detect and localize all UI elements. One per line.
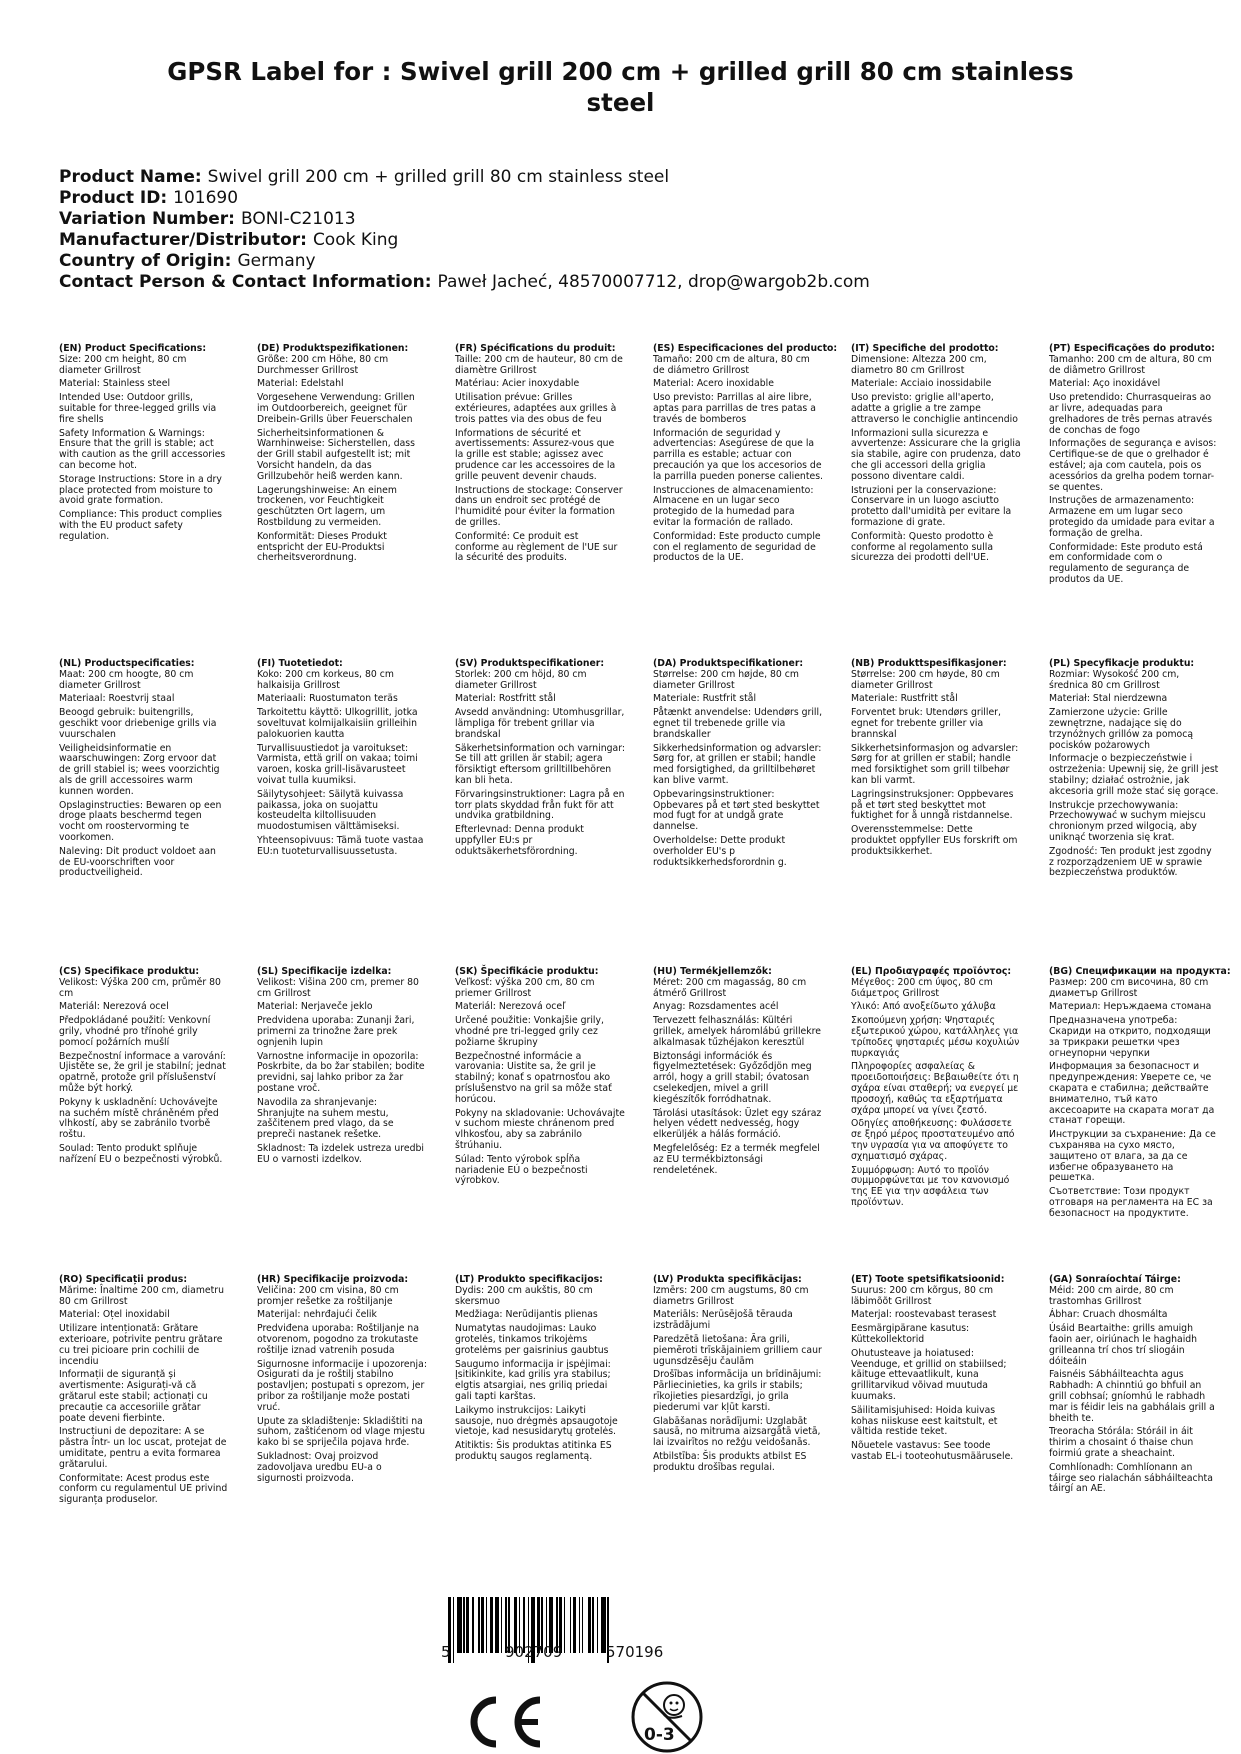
- language-item: Varnostne informacije in opozorila: Poskrbite, da bo žar stabilen; bodite previdni, saj lahko pribor za žar postane vroč.: [257, 1050, 425, 1094]
- language-item: Materijal: nehrđajući čelik: [257, 1309, 377, 1321]
- language-item: Säilitamisjuhised: Hoida kuivas kohas niiskuse eest kaitstult, et vältida restide teket.: [851, 1404, 998, 1438]
- info-label: Country of Origin:: [59, 251, 232, 271]
- language-block: [851, 344, 1021, 564]
- language-item: Tamaño: 200 cm de altura, 80 cm de diámetro Grillrost: [653, 353, 810, 376]
- language-heading: (CS) Specifikace produktu:: [59, 966, 200, 977]
- language-item: Compliance: This product complies with the EU product safety regulation.: [59, 509, 222, 542]
- language-item: Súlad: Tento výrobok spĺňa nariadenie EÚ o bezpečnosti výrobkov.: [455, 1153, 588, 1187]
- language-item: Atitiktis: Šis produktas atitinka ES produktų saugos reglamentą.: [455, 1440, 612, 1462]
- barcode-bar: [601, 1597, 606, 1653]
- language-item: Pokyny k uskladnění: Uchovávejte na suchém místě chráněném před vlhkostí, aby se zabránilo tvorbě roštu.: [59, 1096, 219, 1141]
- language-item: Faisnéis Sábháilteachta agus Rabhadh: A chinntiú go bhfuil an grill cobhsaí; gníomhú le rabhadh mar is féidir leis na gabhálais grill a bheith te.: [1049, 1369, 1215, 1424]
- language-block: [257, 967, 427, 1166]
- language-item: Určené použitie: Vonkajšie grily, vhodné pre tri-legged grily cez požiarne škrupiny: [455, 1015, 604, 1048]
- language-item: Soulad: Tento produkt splňuje nařízení EU o bezpečnosti výrobků.: [59, 1142, 223, 1165]
- language-item: Pokyny na skladovanie: Uchovávajte v suchom mieste chránenom pred vlhkosťou, aby sa zabránilo štrúhaniu.: [455, 1107, 625, 1151]
- barcode-bar: [501, 1597, 503, 1653]
- language-item: Material: Nerjaveče jeklo: [257, 1001, 373, 1013]
- language-block: [59, 967, 229, 1166]
- language-heading: (SK) Špecifikácie produktu:: [455, 966, 599, 977]
- language-block: [455, 1275, 625, 1463]
- language-item: Informações de segurança e avisos: Certifique-se de que o grelhador é estável; aja com cautela, pois os acessórios da grelha podem tornar-se quentes.: [1049, 438, 1217, 493]
- language-item: Megfelelőség: Ez a termék megfelel az EU termékbiztonsági rendeletének.: [653, 1142, 820, 1176]
- language-item: Sicherheitsinformationen & Warnhinweise: Sicherstellen, dass der Grill stabil aufgestellt ist; mit Vorsicht handeln, da das Grillzubehör heiß werden kann.: [257, 427, 415, 482]
- language-item: Størrelse: 200 cm høyde, 80 cm diameter Grillrost: [851, 668, 1000, 691]
- language-item: Tervezett felhasználás: Kültéri grillek, amelyek háromlábú grillekre alkalmasak tűzhéjakon keresztül: [653, 1015, 821, 1048]
- language-item: Materiaal: Roestvrij staal: [59, 693, 175, 705]
- language-block: [653, 967, 823, 1176]
- info-label: Contact Person & Contact Information:: [59, 272, 432, 292]
- language-block: [653, 1275, 823, 1474]
- language-item: Nõuetele vastavus: See toode vastab EL-i tooteohutusmäärusele.: [851, 1440, 1014, 1462]
- language-heading: (ET) Toote spetsifikatsioonid:: [851, 1274, 1005, 1285]
- language-item: Materiāls: Nerūsējošā tērauda izstrādājumi: [653, 1309, 793, 1332]
- age-warning-text: 0-3: [644, 1725, 675, 1745]
- language-block: [59, 1275, 229, 1506]
- language-item: Velikost: Višina 200 cm, premer 80 cm Grillrost: [257, 976, 419, 999]
- language-item: Material: Aço inoxidável: [1049, 378, 1161, 390]
- language-block: [1049, 344, 1219, 586]
- barcode-bar: [597, 1597, 599, 1653]
- language-item: Eesmärgipärane kasutus: Küttekollektorid: [851, 1323, 970, 1345]
- language-item: Ábhar: Cruach dhosmálta: [1049, 1309, 1168, 1321]
- language-item: Съответствие: Този продукт отговаря на регламента на ЕС за безопасност на продуктите.: [1049, 1186, 1213, 1219]
- language-item: Velikost: Výška 200 cm, průměr 80 cm: [59, 976, 221, 999]
- ce-mark-icon: [456, 1692, 546, 1752]
- language-item: Předpokládané použití: Venkovní grily, vhodné pro třínohé grily pomocí požárních mušlí: [59, 1015, 211, 1048]
- barcode-bar: [472, 1597, 474, 1653]
- language-block: [653, 343, 838, 564]
- language-item: Safety Information & Warnings: Ensure that the grill is stable; act with caution as the grill accessories can become hot.: [59, 427, 226, 471]
- language-item: Méid: 200 cm airde, 80 cm trastomhas Grillrost: [1049, 1284, 1174, 1307]
- barcode-bar: [453, 1597, 455, 1663]
- language-item: Veiligheidsinformatie en waarschuwingen: Zorg ervoor dat de grill stabiel is; wees voorzichtig als de grill accessoires warm kunnen worden.: [59, 742, 220, 797]
- language-item: Tarkoitettu käyttö: Ulkogrillit, jotka soveltuvat kolmijalkaisiin grilleihin palokuorien kautta: [257, 707, 418, 740]
- language-item: Material: Stainless steel: [59, 378, 171, 390]
- barcode-bar: [592, 1597, 594, 1653]
- language-item: Drošības informācija un brīdinājumi: Pārliecinieties, ka grils ir stabils; rīkojieties piesardzīgi, jo grila piederumi var kļūt karsti.: [653, 1369, 822, 1413]
- language-item: Material: Edelstahl: [257, 378, 344, 390]
- language-item: Предназначена употреба: Скариди на открито, подходящи за трикраки решетки чрез огнеупорни черупки: [1049, 1015, 1211, 1059]
- language-item: Overensstemmelse: Dette produktet oppfyller EUs forskrift om produktsikkerhet.: [851, 824, 1018, 857]
- language-item: Numatytas naudojimas: Lauko grotelės, tinkamos trikojėms grotelėms per gaisrinius gaubtus: [455, 1323, 609, 1356]
- language-item: Material: Rostfritt stål: [455, 693, 556, 705]
- language-item: Instrukcje przechowywania: Przechowywać w suchym miejscu chronionym przed wilgocią, aby uniknąć tworzenia się krat.: [1049, 799, 1206, 843]
- language-item: Zamierzone użycie: Grille zewnętrzne, nadające się do trzynóżnych grillów za pomocą pocisków pożarowych: [1049, 707, 1194, 751]
- language-item: Säkerhetsinformation och varningar: Se till att grillen är stabil; agera försiktigt eftersom grilltillbehören kan bli heta.: [455, 742, 626, 786]
- language-item: Informazioni sulla sicurezza e avvertenze: Assicurare che la griglia sia stabile, agire con prudenza, dato che gli accessori della griglia possono diventare caldi.: [851, 427, 1021, 482]
- language-item: Size: 200 cm height, 80 cm diameter Grillrost: [59, 353, 187, 376]
- language-item: Materiál: Nerezová ocel: [59, 1001, 169, 1013]
- language-item: Koko: 200 cm korkeus, 80 cm halkaisija Grillrost: [257, 668, 394, 691]
- barcode-bar: [579, 1597, 581, 1653]
- language-item: Μέγεθος: 200 cm ύψος, 80 cm διάμετρος Grillrost: [851, 976, 993, 999]
- language-item: Overholdelse: Dette produkt overholder EU's p roduktsikkerhedsforordnin g.: [653, 834, 787, 868]
- language-item: Conformidade: Este produto está em conformidade com o regulamento de segurança de produtos da UE.: [1049, 541, 1203, 585]
- language-heading: (HR) Specifikacije proizvoda:: [257, 1274, 409, 1285]
- info-label: Manufacturer/Distributor:: [59, 230, 307, 250]
- language-item: Dydis: 200 cm aukštis, 80 cm skersmuo: [455, 1284, 593, 1307]
- language-heading: (SV) Produktspecifikationer:: [455, 658, 605, 669]
- language-item: Material: Acero inoxidable: [653, 378, 774, 390]
- language-item: Sikkerhedsinformation og advarsler: Sørg for, at grillen er stabil; handle med forsigtighed, da grilltilbehøret kan blive varmt.: [653, 742, 822, 786]
- language-item: Maat: 200 cm hoogte, 80 cm diameter Grillrost: [59, 668, 194, 691]
- language-item: Treoracha Stórála: Stóráil in áit thirim a chosaint ó thaise chun foirmiú grate a sheachaint.: [1049, 1426, 1194, 1459]
- barcode-bar: [588, 1597, 591, 1653]
- language-item: Izmērs: 200 cm augstums, 80 cm diametrs Grillrost: [653, 1284, 809, 1307]
- language-block: [257, 659, 427, 858]
- language-block: [455, 344, 625, 564]
- language-item: Laikymo instrukcijos: Laikyti sausoje, nuo drėgmės apsaugotoje vietoje, kad nesusidarytų grotelės.: [455, 1404, 618, 1438]
- barcode-bar: [570, 1597, 572, 1653]
- language-item: Intended Use: Outdoor grills, suitable for three-legged grills via fire shells: [59, 392, 217, 425]
- language-item: Navodila za shranjevanje: Shranjujte na suhem mestu, zaščitenem pred vlago, da se prepreči nastanek rešetke.: [257, 1096, 394, 1141]
- info-value: Paweł Jacheć, 48570007712, drop@wargob2b.com: [437, 272, 870, 292]
- language-item: Instructions de stockage: Conserver dans un endroit sec protégé de l'humidité pour éviter la formation de grilles.: [455, 484, 623, 528]
- language-heading: (HU) Termékjellemzők:: [653, 966, 772, 977]
- language-heading: (EN) Product Specifications:: [59, 343, 207, 354]
- info-value: BONI-C21013: [240, 209, 356, 229]
- info-value: Cook King: [312, 230, 399, 250]
- language-item: Conformità: Questo prodotto è conforme al regolamento sulla sicurezza dei prodotti dell'UE.: [851, 530, 994, 564]
- language-item: Размер: 200 cm височина, 80 cm диаметър Grillrost: [1049, 976, 1209, 999]
- language-block: [257, 1275, 427, 1484]
- language-item: Συμμόρφωση: Αυτό το προϊόν συμμορφώνεται με τον κανονισμό της ΕΕ για την ασφάλεια των προϊόντων.: [851, 1164, 1010, 1208]
- barcode-digit-group-1: 5: [441, 1643, 451, 1661]
- language-heading: (ES) Especificaciones del producto:: [653, 343, 838, 354]
- language-heading: (EL) Προδιαγραφές προϊόντος:: [851, 966, 1012, 977]
- barcode-bar: [486, 1597, 488, 1653]
- not-for-children-0-3-icon: [630, 1680, 704, 1754]
- language-item: Naleving: Dit product voldoet aan de EU-voorschriften voor productveiligheid.: [59, 845, 216, 879]
- language-item: Anyag: Rozsdamentes acél: [653, 1001, 779, 1013]
- language-item: Veličina: 200 cm visina, 80 cm promjer rešetke za roštiljanje: [257, 1284, 399, 1307]
- language-item: Πληροφορίες ασφαλείας & προειδοποιήσεις: Βεβαιωθείτε ότι η σχάρα είναι σταθερή; να ενεργεί με προσοχή, καθώς τα εξαρτήματα σχάρα μπορεί να γίνει ζεστό.: [851, 1061, 1019, 1116]
- language-item: Materiaali: Ruostumaton teräs: [257, 693, 398, 705]
- language-item: Matériau: Acier inoxydable: [455, 378, 580, 390]
- language-item: Bezpečnostní informace a varování: Ujistěte se, že gril je stabilní; jednat opatrně, protože gril příslušenství může být horký.: [59, 1050, 226, 1094]
- barcode-bar: [495, 1597, 500, 1653]
- language-item: Bezpečnostné informácie a varovania: Uistite sa, že gril je stabilný; konať s opatrnosťou ako príslušenstvo na gril sa môže stať horúcou.: [455, 1050, 612, 1105]
- language-item: Informations de sécurité et avertissements: Assurez-vous que la grille est stable; agissez avec prudence car les accessoires de la grille peuvent devenir chauds.: [455, 427, 616, 482]
- language-item: Forventet bruk: Utendørs griller, egnet for trebente griller via brannskal: [851, 707, 1001, 740]
- language-item: Tárolási utasítások: Üzlet egy száraz helyen védett nedvesség, hogy elkerüljék a hálás formáció.: [653, 1107, 822, 1141]
- language-heading: (BG) Спецификации на продукта:: [1049, 966, 1231, 977]
- language-item: Påtænkt anvendelse: Udendørs grill, egnet til trebenede grille via brandskaller: [653, 707, 823, 740]
- language-item: Efterlevnad: Denna produkt uppfyller EU:s pr oduktsäkerhetsförordning.: [455, 824, 584, 857]
- language-item: Zgodność: Ten produkt jest zgodny z rozporządzeniem UE w sprawie bezpieczeństwa produktów.: [1049, 845, 1212, 879]
- language-item: Utilisation prévue: Grilles extérieures, adaptées aux grilles à trois pattes via des obus de feu: [455, 392, 617, 425]
- language-item: Instrucciones de almacenamiento: Almacene en un lugar seco protegido de la humedad para evitar la formación de rallado.: [653, 484, 814, 528]
- language-item: Medžiaga: Nerūdijantis plienas: [455, 1309, 598, 1321]
- language-item: Materiał: Stal nierdzewna: [1049, 693, 1168, 705]
- language-item: Glabāšanas norādījumi: Uzglabāt sausā, no mitruma aizsargātā vietā, lai izvairītos no režģu veidošanās.: [653, 1415, 821, 1449]
- language-heading: (SL) Specifikacije izdelka:: [257, 966, 392, 977]
- language-item: Lagerungshinweise: An einem trockenen, vor Feuchtigkeit geschützten Ort lagern, um Rostbildung zu vermeiden.: [257, 484, 397, 528]
- language-item: Upute za skladištenje: Skladištiti na suhom, zaštićenom od vlage mjestu kako bi se spriječila pojava hrđe.: [257, 1415, 425, 1449]
- info-row: [59, 272, 1189, 293]
- language-item: Saugumo informacija ir įspėjimai: Įsitikinkite, kad grilis yra stabilus; elgtis atsargiai, nes griliq priedai gali tapti karštas.: [455, 1358, 611, 1402]
- language-item: Информация за безопасност и предупреждения: Уверете се, че скарата е стабилна; действайте внимателно, тъй като аксесоарите на скарата могат да станат горещи.: [1049, 1061, 1215, 1127]
- language-heading: (FR) Spécifications du produit:: [455, 343, 616, 354]
- language-block: [851, 659, 1021, 858]
- language-heading: (LT) Produkto specifikacijos:: [455, 1274, 603, 1285]
- barcode-bar: [582, 1597, 584, 1653]
- language-item: Größe: 200 cm Höhe, 80 cm Durchmesser Grillrost: [257, 353, 389, 376]
- language-item: Información de seguridad y advertencias: Asegúrese de que la parrilla es estable; actuar con precaución ya que los accesorios de la parrilla pueden ponerse calientes.: [653, 427, 823, 482]
- language-item: Instruções de armazenamento: Armazene em um lugar seco protegido da umidade para evitar a formação de grelha.: [1049, 495, 1215, 539]
- language-heading: (LV) Produkta specifikācijas:: [653, 1274, 802, 1285]
- language-heading: (NB) Produkttspesifikasjoner:: [851, 658, 1007, 669]
- language-item: Storlek: 200 cm höjd, 80 cm diameter Grillrost: [455, 668, 587, 691]
- language-heading: (GA) Sonraíochtaí Táirge:: [1049, 1274, 1181, 1285]
- language-item: Beoogd gebruik: buitengrills, geschikt voor driebenige grills via vuurschalen: [59, 707, 217, 740]
- language-item: Informații de siguranță și avertismente: Asigurați-vă că grătarul este stabil; acționați cu precauție ca accesoriile grătar poate deveni fierbinte.: [59, 1369, 208, 1424]
- language-heading: (DA) Produktspecifikationer:: [653, 658, 804, 669]
- language-item: Materiál: Nerezová oceľ: [455, 1001, 566, 1013]
- language-item: Tamanho: 200 cm de altura, 80 cm de diâmetro Grillrost: [1049, 353, 1212, 376]
- language-item: Vorgesehene Verwendung: Grillen im Outdoorbereich, geeignet für Dreibein-Grills über Feuerschalen: [257, 392, 415, 425]
- language-block: [653, 659, 823, 868]
- barcode-bar: [466, 1597, 469, 1653]
- language-item: Uso previsto: griglie all'aperto, adatte a griglie a tre zampe attraverso le conchiglie antincendio: [851, 392, 1018, 425]
- language-block: [1049, 659, 1219, 879]
- info-label: Product ID:: [59, 188, 168, 208]
- language-item: Yhteensopivuus: Tämä tuote vastaa EU:n tuoteturvallisuussetusta.: [257, 834, 424, 857]
- language-item: Utilizare intenționată: Grătare exterioare, potrivite pentru grătare cu trei picioare prin cochilii de incendiu: [59, 1323, 223, 1367]
- language-heading: (PL) Specyfikacje produktu:: [1049, 658, 1195, 669]
- language-item: Mărime: Înaltime 200 cm, diametru 80 cm Grillrost: [59, 1284, 224, 1307]
- language-item: Skladnost: Ta izdelek ustreza uredbi EU o varnosti izdelkov.: [257, 1142, 425, 1165]
- barcode-digit-group-2: 902709: [505, 1643, 563, 1661]
- language-item: Materiale: Rustfritt stål: [851, 693, 958, 705]
- language-item: Avsedd användning: Utomhusgrillar, lämpliga för trebent grillar via brandskal: [455, 707, 625, 740]
- language-item: Comhlíonadh: Comhlíonann an táirge seo rialachán sábháilteachta táirgí an AE.: [1049, 1461, 1213, 1495]
- language-item: Konformität: Dieses Produkt entspricht der EU-Produktsi cherheitsverordnung.: [257, 530, 387, 564]
- language-block: [851, 1275, 1021, 1463]
- barcode-bar: [478, 1597, 480, 1653]
- info-value: 101690: [173, 188, 239, 208]
- language-block: [455, 659, 625, 858]
- info-row: [59, 188, 1189, 209]
- language-item: Conformidad: Este producto cumple con el reglamento de seguridad de productos de la UE.: [653, 530, 821, 564]
- info-row: [59, 230, 1189, 251]
- language-block: [59, 659, 229, 879]
- language-item: Størrelse: 200 cm højde, 80 cm diameter Grillrost: [653, 668, 799, 691]
- language-item: Veľkosť: výška 200 cm, 80 cm priemer Grillrost: [455, 976, 595, 999]
- info-value: Germany: [237, 251, 316, 271]
- product-info: [59, 167, 1189, 293]
- language-item: Storage Instructions: Store in a dry place protected from moisture to avoid grate formation.: [59, 473, 222, 507]
- language-block: [851, 967, 1021, 1209]
- barcode-bar: [463, 1597, 465, 1653]
- language-heading: (RO) Specificații produs:: [59, 1274, 188, 1285]
- language-block: [455, 967, 625, 1187]
- info-row: [59, 167, 1189, 188]
- language-heading: (FI) Tuotetiedot:: [257, 658, 343, 669]
- language-item: Taille: 200 cm de hauteur, 80 cm de diamètre Grillrost: [455, 353, 623, 376]
- language-item: Conformité: Ce produit est conforme au règlement de l'UE sur la sécurité des produits.: [455, 530, 618, 564]
- language-heading: (PT) Especificações do produto:: [1049, 343, 1215, 354]
- language-item: Turvallisuustiedot ja varoitukset: Varmista, että grill on vakaa; toimi varoen, koska grill-lisävarusteet voivat tulla kuumiksi.: [257, 742, 418, 786]
- language-block: [1049, 1275, 1219, 1495]
- language-item: Materjal: roostevabast terasest: [851, 1309, 997, 1321]
- barcode-bar: [490, 1597, 493, 1653]
- language-item: Σκοπούμενη χρήση: Ψησταριές εξωτερικού χώρου, κατάλληλες για τρίποδες ψησταριές μέσω κοχυλιών πυρκαγιάς: [851, 1015, 1020, 1059]
- language-block: [257, 344, 427, 564]
- language-item: Material: Oțel inoxidabil: [59, 1309, 170, 1321]
- info-row: [59, 209, 1189, 230]
- info-row: [59, 251, 1189, 272]
- language-heading: (NL) Productspecificaties:: [59, 658, 195, 669]
- language-item: Opbevaringsinstruktioner: Opbevares på et tørt sted beskyttet mod fugt for at undgå grate dannelse.: [653, 788, 820, 833]
- language-item: Υλικό: Από ανοξείδωτο χάλυβα: [851, 1001, 996, 1013]
- language-item: Instrucțiuni de depozitare: A se păstra într- un loc uscat, protejat de umiditate, pentru a evita formarea grătarului.: [59, 1426, 227, 1470]
- language-item: Материал: Неръждаема стомана: [1049, 1001, 1212, 1013]
- language-item: Paredzētā lietošana: Āra grili, piemēroti trīskājainiem grilliem caur ugunsdzēsēju čaulām: [653, 1333, 822, 1367]
- info-label: Product Name:: [59, 167, 202, 187]
- language-item: Lagringsinstruksjoner: Oppbevares på et tørt sted beskyttet mot fuktighet for å unngå ristdannelse.: [851, 788, 1014, 822]
- language-item: Atbilstība: Šis produkts atbilst ES produktu drošības regulai.: [653, 1450, 807, 1473]
- language-block: [1049, 966, 1231, 1220]
- language-item: Conformitate: Acest produs este conform cu regulamentul UE privind siguranța produselor.: [59, 1472, 228, 1506]
- language-item: Predvidena uporaba: Zunanji žari, primerni za trinožne žare prek ognjenih lupin: [257, 1015, 415, 1048]
- language-block: [59, 344, 229, 543]
- language-item: Opslaginstructies: Bewaren op een droge plaats beschermd tegen vocht om roostervorming te voorkomen.: [59, 799, 222, 843]
- language-item: Materiale: Rustfrit stål: [653, 693, 757, 705]
- language-item: Uso pretendido: Churrasqueiras ao ar livre, adequadas para grelhadores de três pernas através de conchas de fogo: [1049, 392, 1213, 436]
- language-item: Istruzioni per la conservazione: Conservare in un luogo asciutto protetto dall'umidità per evitare la formazione di grate.: [851, 484, 1012, 528]
- barcode-digit-group-3: 570196: [606, 1643, 664, 1661]
- language-item: Rozmiar: Wysokość 200 cm, średnica 80 cm Grillrost: [1049, 668, 1180, 691]
- language-item: Méret: 200 cm magasság, 80 cm átmérő Grillrost: [653, 976, 807, 999]
- info-label: Variation Number:: [59, 209, 235, 229]
- barcode-bar: [481, 1597, 484, 1653]
- page-title: GPSR Label for : Swivel grill 200 cm + grilled grill 80 cm stainless steel: [167, 57, 1074, 117]
- language-item: Förvaringsinstruktioner: Lagra på en torr plats skyddad från fukt för att undvika gratbildning.: [455, 788, 625, 822]
- language-item: Ohutusteave ja hoiatused: Veenduge, et grillid on stabiilsed; käituge ettevaatlikult, kuna grillitarvikud võivad muutuda kuumaks.: [851, 1347, 1007, 1402]
- language-item: Οδηγίες αποθήκευσης: Φυλάσσετε σε ξηρό μέρος προστατευμένο από την υγρασία για να αποφύγετε το σχηματισμό σχάρας.: [851, 1118, 1015, 1162]
- language-heading: (DE) Produktspezifikationen:: [257, 343, 409, 354]
- language-item: Suurus: 200 cm kõrgus, 80 cm läbimõõt Grillrost: [851, 1284, 994, 1307]
- barcode-bar: [564, 1597, 566, 1653]
- barcode-bar: [573, 1597, 576, 1653]
- language-item: Sukladnost: Ovaj proizvod zadovoljava uredbu EU-a o sigurnosti proizvoda.: [257, 1450, 382, 1484]
- language-item: Materiale: Acciaio inossidabile: [851, 378, 992, 390]
- language-item: Predviđena uporaba: Roštiljanje na otvorenom, pogodno za trokutaste roštilje iznad vatrenih posuda: [257, 1323, 420, 1356]
- language-item: Informacje o bezpieczeństwie i ostrzeżenia: Upewnij się, że grill jest stabilny; działać ostrożnie, jak akcesoria grill może stać się gorące.: [1049, 753, 1219, 797]
- language-item: Úsáid Beartaithe: grills amuigh faoin aer, oiriúnach le haghaidh grilleanna trí chos trí sliogáin dóiteáin: [1049, 1323, 1198, 1367]
- language-item: Инструкции за съхранение: Да се съхранява на сухо място, защитено от влага, за да се избегне образуването на решетка.: [1049, 1129, 1216, 1184]
- language-item: Biztonsági információk és figyelmeztetések: Győződjön meg arról, hogy a grill stabil; óvatosan cselekedjen, mivel a grill kiegészítők forródhatnak.: [653, 1050, 812, 1105]
- barcode-bar: [457, 1597, 462, 1653]
- language-item: Sigurnosne informacije i upozorenja: Osigurati da je roštilj stabilno postavljen; postupati s oprezom, jer pribor za roštiljanje može postati vruć.: [257, 1358, 427, 1413]
- language-item: Uso previsto: Parrillas al aire libre, aptas para parrillas de tres patas a través de bomberos: [653, 392, 816, 425]
- language-item: Dimensione: Altezza 200 cm, diametro 80 cm Grillrost: [851, 353, 987, 376]
- language-item: Sikkerhetsinformasjon og advarsler: Sørg for at grillen er stabil; handle med forsiktighet som grill tilbehør kan bli varmt.: [851, 742, 1019, 786]
- info-value: Swivel grill 200 cm + grilled grill 80 cm stainless steel: [207, 167, 670, 187]
- language-heading: (IT) Specifiche del prodotto:: [851, 343, 999, 354]
- language-item: Säilytysohjeet: Säilytä kuivassa paikassa, joka on suojattu kosteudelta kiltollisuuden muodostumisen välttämiseksi.: [257, 788, 404, 833]
